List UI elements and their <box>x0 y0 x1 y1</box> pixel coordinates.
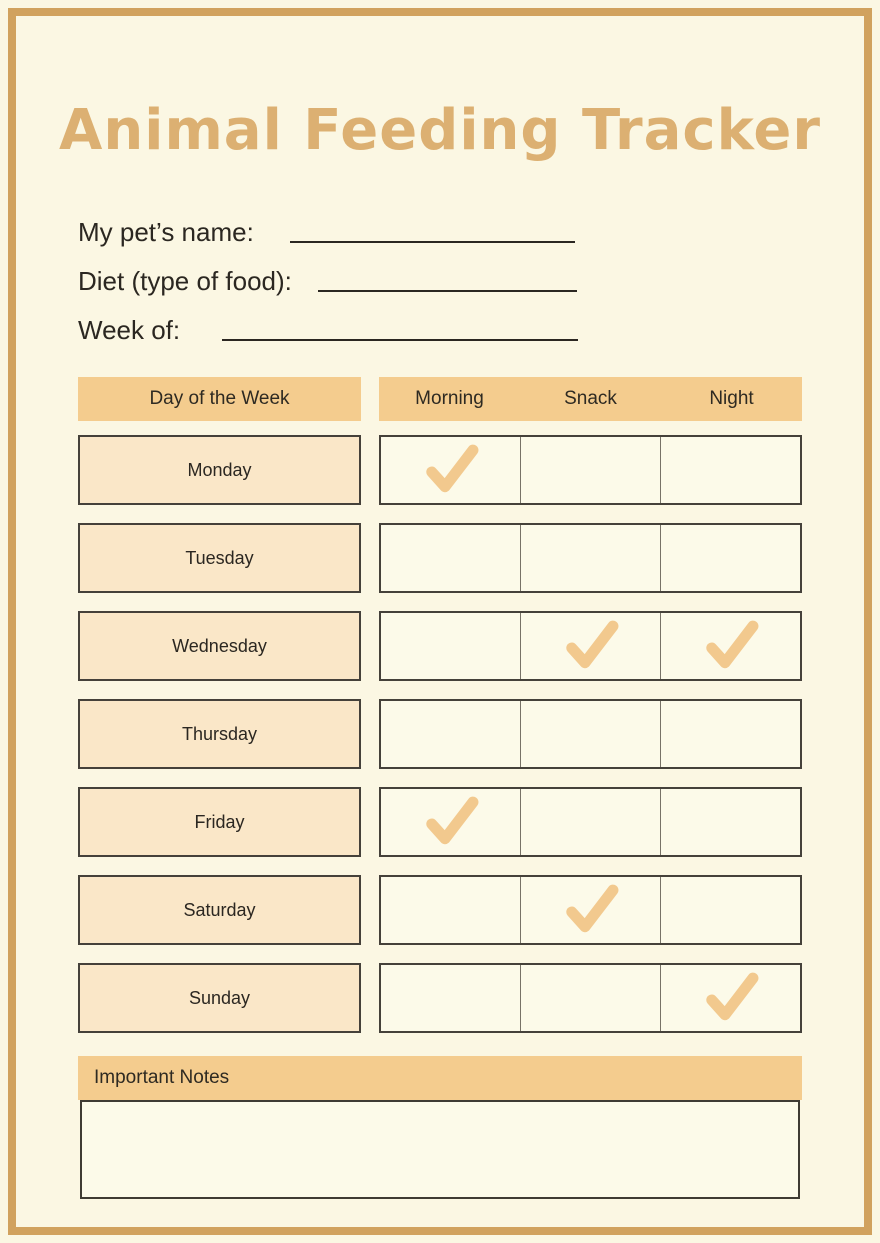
meal-cell-saturday-night[interactable] <box>660 877 800 943</box>
meal-cell-sunday-night[interactable] <box>660 965 800 1031</box>
meal-grid-friday <box>379 787 802 857</box>
pet-name-input-line[interactable] <box>290 241 575 243</box>
pet-name-label: My pet’s name: <box>78 217 254 247</box>
checkmark-icon <box>703 615 759 673</box>
day-cell-tuesday: Tuesday <box>78 523 361 593</box>
meal-grid-monday <box>379 435 802 505</box>
checkmark-icon <box>423 439 479 497</box>
morning-header-label: Morning <box>415 388 484 409</box>
meal-cell-thursday-morning[interactable] <box>381 701 520 767</box>
meal-grid-sunday <box>379 963 802 1033</box>
day-row-tuesday <box>78 523 802 593</box>
meal-cell-monday-snack[interactable] <box>520 437 660 503</box>
day-row-wednesday <box>78 611 802 681</box>
important-notes-label: Important Notes <box>94 1067 230 1088</box>
day-row-monday <box>78 435 802 505</box>
checkmark-icon <box>703 967 759 1025</box>
meal-cell-tuesday-night[interactable] <box>660 525 800 591</box>
checkmark-icon <box>563 879 619 937</box>
meal-cell-friday-snack[interactable] <box>520 789 660 855</box>
snack-header-label: Snack <box>564 388 617 409</box>
page-title: Animal Feeding Tracker <box>59 98 821 163</box>
checkmark-icon <box>563 615 619 673</box>
meal-cell-wednesday-morning[interactable] <box>381 613 520 679</box>
meal-cell-monday-night[interactable] <box>660 437 800 503</box>
row-gap <box>361 435 379 505</box>
meal-grid-thursday <box>379 699 802 769</box>
night-header-label: Night <box>709 388 754 409</box>
day-row-thursday <box>78 699 802 769</box>
meal-grid-saturday <box>379 875 802 945</box>
row-gap <box>361 699 379 769</box>
meal-cell-tuesday-morning[interactable] <box>381 525 520 591</box>
meal-cell-sunday-morning[interactable] <box>381 965 520 1031</box>
important-notes-input-area[interactable] <box>80 1100 800 1199</box>
row-gap <box>361 787 379 857</box>
row-gap <box>361 875 379 945</box>
meal-cell-wednesday-night[interactable] <box>660 613 800 679</box>
meal-cell-friday-night[interactable] <box>660 789 800 855</box>
meal-cell-thursday-night[interactable] <box>660 701 800 767</box>
meal-grid-tuesday <box>379 523 802 593</box>
week-of-input-line[interactable] <box>222 339 578 341</box>
day-cell-thursday: Thursday <box>78 699 361 769</box>
meal-columns-header <box>379 377 802 421</box>
important-notes-header <box>78 1056 802 1100</box>
day-cell-wednesday: Wednesday <box>78 611 361 681</box>
tracker-rows <box>78 435 802 1033</box>
day-of-week-header-label: Day of the Week <box>149 388 290 409</box>
day-cell-friday: Friday <box>78 787 361 857</box>
meal-cell-wednesday-snack[interactable] <box>520 613 660 679</box>
meal-cell-friday-morning[interactable] <box>381 789 520 855</box>
meal-cell-thursday-snack[interactable] <box>520 701 660 767</box>
row-gap <box>361 611 379 681</box>
meal-cell-monday-morning[interactable] <box>381 437 520 503</box>
day-cell-sunday: Sunday <box>78 963 361 1033</box>
meal-cell-sunday-snack[interactable] <box>520 965 660 1031</box>
row-gap <box>361 523 379 593</box>
meal-grid-wednesday <box>379 611 802 681</box>
day-row-friday <box>78 787 802 857</box>
diet-input-line[interactable] <box>318 290 577 292</box>
diet-label: Diet (type of food): <box>78 266 292 296</box>
row-gap <box>361 963 379 1033</box>
day-cell-saturday: Saturday <box>78 875 361 945</box>
checkmark-icon <box>423 791 479 849</box>
day-row-saturday <box>78 875 802 945</box>
day-cell-monday: Monday <box>78 435 361 505</box>
day-of-week-header <box>78 377 361 421</box>
day-row-sunday <box>78 963 802 1033</box>
week-of-label: Week of: <box>78 315 181 345</box>
meal-cell-tuesday-snack[interactable] <box>520 525 660 591</box>
meal-cell-saturday-snack[interactable] <box>520 877 660 943</box>
meal-cell-saturday-morning[interactable] <box>381 877 520 943</box>
